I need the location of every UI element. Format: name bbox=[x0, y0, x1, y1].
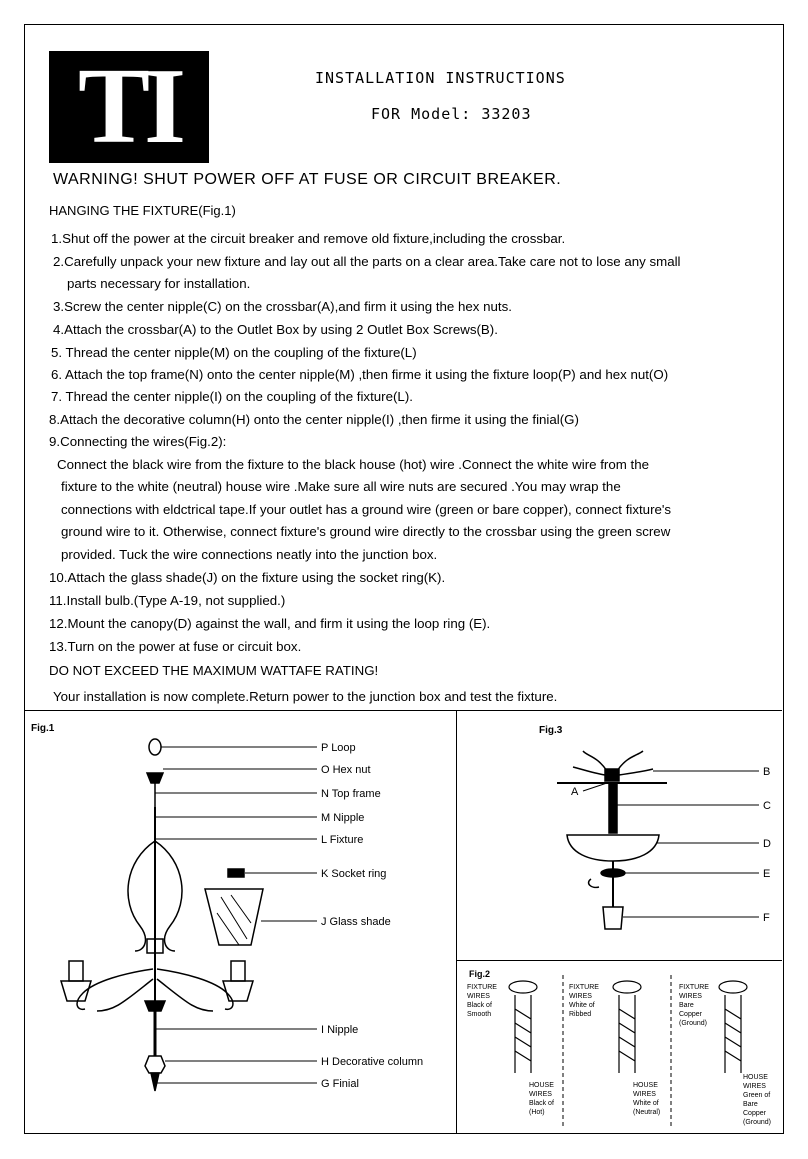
step-line: 4.Attach the crossbar(A) to the Outlet Box by using 2 Outlet Box Screws(B). bbox=[53, 322, 498, 337]
house-label: HOUSE bbox=[529, 1082, 554, 1089]
step-line: 8.Attach the decorative column(H) onto the center nipple(I) ,then firme it using the finial(G) bbox=[49, 412, 579, 427]
wire-desc: (Hot) bbox=[529, 1109, 545, 1116]
wire-desc: Green of bbox=[743, 1092, 771, 1099]
arm-scroll-left-upper bbox=[128, 841, 155, 951]
crossbar-center bbox=[605, 769, 619, 781]
fixture-label: FIXTURE bbox=[467, 984, 497, 991]
connector-3 bbox=[725, 995, 741, 1073]
rotation-arrow bbox=[589, 879, 599, 887]
wires-label: WIRES bbox=[743, 1083, 766, 1090]
wire-desc: (Ground) bbox=[679, 1020, 708, 1027]
step-line: 2.Carefully unpack your new fixture and lay out all the parts on a clear area.Take care not to lose any small bbox=[53, 254, 681, 269]
fixture-label: FIXTURE bbox=[679, 984, 709, 991]
step-line: parts necessary for installation. bbox=[67, 276, 251, 291]
fig1-leader-lines bbox=[155, 747, 317, 1083]
part-label: K Socket ring bbox=[321, 868, 387, 880]
step-line: 1.Shut off the power at the circuit breaker and remove old fixture,including the crossbar. bbox=[51, 231, 566, 246]
arm-right-lower bbox=[157, 979, 213, 1011]
document-title: INSTALLATION INSTRUCTIONS bbox=[315, 69, 566, 87]
wire-desc: Ribbed bbox=[569, 1011, 592, 1018]
fig1-diagram bbox=[25, 711, 457, 1133]
wire-desc: Bare bbox=[743, 1101, 758, 1108]
part-label: E bbox=[763, 868, 771, 880]
part-label: N Top frame bbox=[321, 788, 381, 800]
wire-desc: (Neutral) bbox=[633, 1109, 661, 1116]
hex-nut-part bbox=[147, 773, 163, 783]
wire-desc: Smooth bbox=[467, 1011, 492, 1018]
part-label: I Nipple bbox=[321, 1024, 359, 1036]
fig3-label: Fig.3 bbox=[539, 725, 563, 736]
wire-desc: Copper bbox=[679, 1011, 702, 1018]
brand-logo: TI bbox=[49, 51, 209, 163]
step-line: 7. Thread the center nipple(I) on the coupling of the fixture(L). bbox=[51, 389, 413, 404]
socket-right bbox=[231, 961, 245, 981]
step-line: fixture to the white (neutral) house wire .Make sure all wire nuts are secured .You may wrap the bbox=[61, 479, 621, 494]
decorative-column bbox=[145, 1056, 165, 1073]
fixture-label: FIXTURE bbox=[569, 984, 599, 991]
lower-hub bbox=[145, 1001, 165, 1011]
part-label: L Fixture bbox=[321, 834, 364, 846]
part-label: O Hex nut bbox=[321, 764, 371, 776]
wire-desc: (Ground) bbox=[743, 1119, 772, 1126]
wire-desc: Bare bbox=[679, 1002, 694, 1009]
power-warning: WARNING! SHUT POWER OFF AT FUSE OR CIRCUIT BREAKER. bbox=[53, 171, 562, 188]
chandelier-drawing bbox=[61, 739, 263, 1091]
step-line: 6. Attach the top frame(N) onto the center nipple(M) ,then firme it using the fixture loop(P) and hex nut(O) bbox=[51, 367, 669, 382]
bobeche-right bbox=[223, 981, 253, 1001]
loop-part bbox=[149, 739, 161, 755]
wires-label: WIRES bbox=[569, 993, 592, 1000]
wires-label: WIRES bbox=[467, 993, 490, 1000]
wire-desc: Black of bbox=[467, 1002, 492, 1009]
part-label: J Glass shade bbox=[321, 916, 391, 928]
wire-desc: Black of bbox=[529, 1100, 554, 1107]
wire-desc: White of bbox=[569, 1002, 595, 1009]
connector-2 bbox=[619, 995, 635, 1073]
part-label: B bbox=[763, 766, 771, 778]
fig1-panel bbox=[25, 711, 457, 1133]
caution-line: DO NOT EXCEED THE MAXIMUM WATTAFE RATING! bbox=[49, 663, 379, 678]
glass-shade-hatching bbox=[217, 895, 251, 945]
step-line: provided. Tuck the wire connections neatly into the junction box. bbox=[61, 547, 438, 562]
step-line: connections with eldctrical tape.If your outlet has a ground wire (green or bare copper), connect fixture's bbox=[61, 502, 672, 517]
center-nipple-part bbox=[609, 783, 617, 833]
house-label: HOUSE bbox=[633, 1082, 658, 1089]
fig2-label: Fig.2 bbox=[469, 969, 491, 979]
arm-left-lower bbox=[97, 979, 153, 1011]
figures-area bbox=[25, 710, 782, 1133]
step-line: 10.Attach the glass shade(J) on the fixture using the socket ring(K). bbox=[49, 570, 446, 585]
connector-1 bbox=[515, 995, 531, 1073]
loop-ring-part bbox=[601, 869, 625, 877]
fig1-label: Fig.1 bbox=[31, 723, 55, 734]
part-label: M Nipple bbox=[321, 812, 365, 824]
canopy-part bbox=[567, 835, 659, 861]
step-line: 5. Thread the center nipple(M) on the coupling of the fixture(L) bbox=[51, 345, 417, 360]
instruction-sheet bbox=[24, 24, 784, 1134]
fig1-part-labels bbox=[321, 742, 423, 1090]
step-line: 3.Screw the center nipple(C) on the crossbar(A),and firm it using the hex nuts. bbox=[53, 299, 512, 314]
finial-part bbox=[151, 1073, 159, 1091]
part-label: P Loop bbox=[321, 742, 356, 754]
fixture-loop-part bbox=[603, 907, 623, 929]
wire-desc: Copper bbox=[743, 1110, 766, 1117]
arm-right bbox=[157, 969, 233, 1009]
mounting-drawing bbox=[557, 751, 667, 929]
socket-left bbox=[69, 961, 83, 981]
fig3-part-labels bbox=[571, 766, 771, 924]
part-label: C bbox=[763, 800, 771, 812]
step-line: 12.Mount the canopy(D) against the wall, and firm it using the loop ring (E). bbox=[49, 616, 491, 631]
wires-label: WIRES bbox=[633, 1091, 656, 1098]
socket-ring-part bbox=[228, 869, 244, 877]
glass-shade-part bbox=[205, 889, 263, 945]
arm-scroll-right-upper bbox=[155, 841, 182, 951]
fig2-diagram bbox=[457, 961, 782, 1133]
step-line: 11.Install bulb.(Type A-19, not supplied.) bbox=[49, 593, 286, 608]
step-line: ground wire to it. Otherwise, connect fixture's ground wire directly to the crossbar using the green screw bbox=[61, 524, 671, 539]
part-label: D bbox=[763, 838, 771, 850]
bobeche-left bbox=[61, 981, 91, 1001]
step-line: 9.Connecting the wires(Fig.2): bbox=[49, 434, 227, 449]
fig2-panel bbox=[457, 961, 782, 1133]
part-label: F bbox=[763, 912, 770, 924]
section-title: HANGING THE FIXTURE(Fig.1) bbox=[49, 203, 236, 218]
part-label: H Decorative column bbox=[321, 1056, 424, 1068]
model-line: FOR Model: 33203 bbox=[371, 105, 532, 123]
wires-label: WIRES bbox=[529, 1091, 552, 1098]
part-label: G Finial bbox=[321, 1078, 359, 1090]
wire-connector-drawings bbox=[509, 981, 747, 1073]
fig3-diagram bbox=[457, 711, 782, 961]
step-line: Connect the black wire from the fixture to the black house (hot) wire .Connect the white wire from the bbox=[57, 457, 649, 472]
fig3-panel bbox=[457, 711, 782, 961]
house-label: HOUSE bbox=[743, 1074, 768, 1081]
part-label: A bbox=[571, 786, 579, 798]
completion-line: Your installation is now complete.Return power to the junction box and test the fixture. bbox=[53, 689, 558, 704]
wire-desc: White of bbox=[633, 1100, 659, 1107]
wires-label: WIRES bbox=[679, 993, 702, 1000]
step-line: 13.Turn on the power at fuse or circuit box. bbox=[49, 639, 302, 654]
